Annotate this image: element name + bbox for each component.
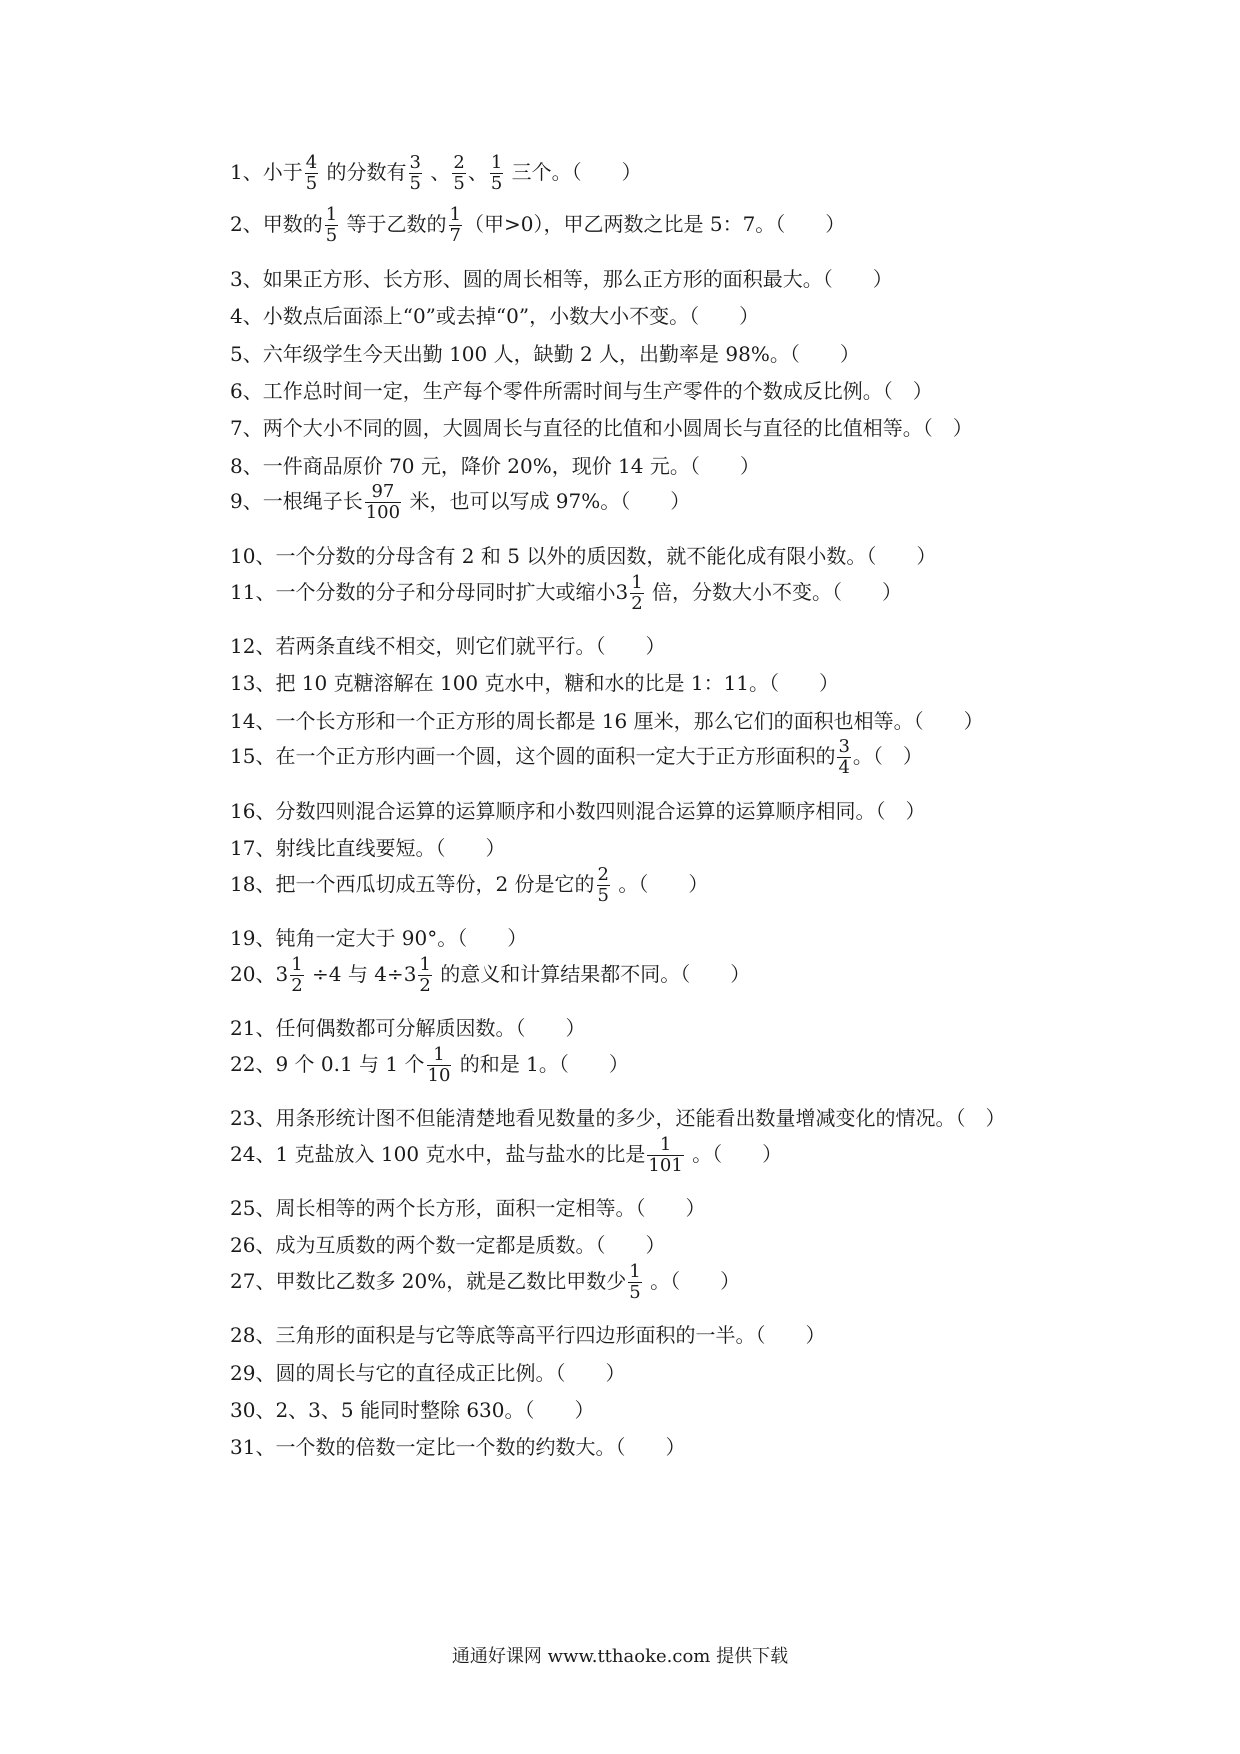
fraction — [427, 1045, 452, 1086]
fraction-denominator: 7 — [449, 225, 461, 246]
question-13 — [230, 672, 839, 694]
fraction-numerator: 1 — [490, 152, 503, 173]
question-8 — [230, 455, 760, 477]
fraction-numerator: 4 — [305, 152, 318, 173]
question-text: 31、一个数的倍数一定比一个数的约数大。（ ） — [230, 1435, 686, 1459]
fraction-denominator: 2 — [291, 975, 303, 996]
question-4 — [230, 305, 759, 327]
question-18 — [230, 865, 708, 906]
question-29 — [230, 1362, 625, 1384]
fraction-numerator: 1 — [631, 572, 643, 593]
question-text: （甲>0），甲乙两数之比是 5：7。（ ） — [464, 212, 846, 236]
question-text: 、 — [467, 160, 488, 184]
question-text: 的和是 1。（ ） — [453, 1052, 629, 1076]
fraction-denominator: 2 — [631, 593, 643, 614]
mixed-number-whole: 3 — [403, 962, 417, 986]
question-text: 三个。（ ） — [505, 160, 642, 184]
fraction — [630, 573, 643, 614]
question-text: 14、一个长方形和一个正方形的周长都是 16 厘米，那么它们的面积也相等。（ ） — [230, 709, 984, 733]
question-14 — [230, 710, 984, 732]
question-text: 27、甲数比乙数多 20%，就是乙数比甲数少 — [230, 1269, 627, 1293]
fraction — [628, 1262, 641, 1303]
mixed-number-whole: 3 — [275, 962, 289, 986]
fraction — [365, 482, 401, 523]
fraction-denominator: 5 — [629, 1282, 641, 1303]
question-1 — [230, 153, 642, 194]
mixed-number-whole: 3 — [615, 580, 629, 604]
fraction — [597, 865, 610, 906]
question-6 — [230, 380, 933, 402]
question-text: 米，也可以写成 97%。（ ） — [403, 489, 691, 513]
fraction — [837, 737, 850, 778]
question-text: 倍，分数大小不变。（ ） — [645, 580, 902, 604]
question-16 — [230, 800, 925, 822]
question-text: 11、一个分数的分子和分母同时扩大或缩小 — [230, 580, 616, 604]
question-24 — [230, 1135, 782, 1176]
fraction-denominator: 4 — [838, 757, 850, 778]
fraction — [490, 153, 503, 194]
question-text: 8、一件商品原价 70 元，降价 20%，现价 14 元。（ ） — [230, 454, 760, 478]
question-text: 。（ ） — [852, 744, 923, 768]
question-text: 10、一个分数的分母含有 2 和 5 以外的质因数，就不能化成有限小数。（ ） — [230, 544, 937, 568]
fraction — [647, 1135, 683, 1176]
question-text: 16、分数四则混合运算的运算顺序和小数四则混合运算的运算顺序相同。（ ） — [230, 799, 926, 823]
fraction — [409, 153, 422, 194]
fraction-numerator: 1 — [325, 204, 338, 225]
question-text: ÷4 与 4÷ — [305, 962, 404, 986]
question-9 — [230, 482, 690, 523]
question-27 — [230, 1262, 740, 1303]
question-text: 2、甲数的 — [230, 212, 323, 236]
question-text: 等于乙数的 — [340, 212, 447, 236]
question-text: 17、射线比直线要短。（ ） — [230, 836, 506, 860]
fraction-numerator: 97 — [371, 481, 395, 502]
question-text: 24、1 克盐放入 100 克水中，盐与盐水的比是 — [230, 1142, 646, 1166]
question-10 — [230, 545, 936, 567]
fraction-numerator: 1 — [291, 954, 303, 975]
question-22 — [230, 1045, 629, 1086]
question-text: 21、任何偶数都可分解质因数。（ ） — [230, 1016, 586, 1040]
question-text: 13、把 10 克糖溶解在 100 克水中，糖和水的比是 1：11。（ ） — [230, 671, 840, 695]
question-12 — [230, 635, 665, 657]
question-25 — [230, 1197, 705, 1219]
fraction-numerator: 2 — [453, 152, 465, 173]
fraction-numerator: 3 — [409, 152, 421, 173]
question-3 — [230, 268, 893, 290]
question-23 — [230, 1107, 1005, 1129]
question-text: 22、9 个 0.1 与 1 个 — [230, 1052, 425, 1076]
question-text: 。（ ） — [643, 1269, 741, 1293]
question-text: 3、如果正方形、长方形、圆的周长相等，那么正方形的面积最大。（ ） — [230, 267, 893, 291]
question-31 — [230, 1436, 685, 1458]
question-26 — [230, 1234, 665, 1256]
fraction-denominator: 5 — [490, 173, 503, 194]
question-text: 7、两个大小不同的圆，大圆周长与直径的比值和小圆周长与直径的比值相等。（ ） — [230, 416, 973, 440]
question-19 — [230, 927, 527, 949]
fraction-numerator: 1 — [449, 204, 461, 225]
question-text: 26、成为互质数的两个数一定都是质数。（ ） — [230, 1233, 666, 1257]
fraction-denominator: 10 — [427, 1065, 451, 1086]
fraction-denominator: 5 — [325, 225, 338, 246]
question-text: 20、 — [230, 962, 276, 986]
question-text: 的分数有 — [320, 160, 407, 184]
question-21 — [230, 1017, 585, 1039]
question-text: 18、把一个西瓜切成五等份，2 份是它的 — [230, 872, 595, 896]
question-5 — [230, 343, 860, 365]
question-text: 。（ ） — [685, 1142, 783, 1166]
question-text: 6、工作总时间一定，生产每个零件所需时间与生产零件的个数成反比例。（ ） — [230, 379, 933, 403]
question-text: 19、钝角一定大于 90°。（ ） — [230, 926, 528, 950]
question-text: 30、2、3、5 能同时整除 630。（ ） — [230, 1398, 595, 1422]
footer-note: 通通好课网 www.tthaoke.com 提供下载 — [451, 1646, 789, 1667]
question-text: 1、小于 — [230, 160, 303, 184]
question-text: 4、小数点后面添上“0”或去掉“0”，小数大小不变。（ ） — [230, 304, 760, 328]
fraction — [449, 205, 462, 246]
fraction — [325, 205, 338, 246]
question-30 — [230, 1399, 595, 1421]
fraction-numerator: 2 — [597, 864, 609, 885]
question-text: 25、周长相等的两个长方形，面积一定相等。（ ） — [230, 1196, 706, 1220]
question-20 — [230, 955, 750, 996]
fraction-numerator: 1 — [433, 1044, 445, 1065]
question-text: 的意义和计算结果都不同。（ ） — [433, 962, 751, 986]
fraction-denominator: 5 — [453, 173, 465, 194]
question-text: 、 — [424, 160, 451, 184]
fraction-numerator: 1 — [659, 1134, 672, 1155]
question-text: 23、用条形统计图不但能清楚地看见数量的多少，还能看出数量增减变化的情况。（ ） — [230, 1106, 1006, 1130]
question-text: 15、在一个正方形内画一个圆，这个圆的面积一定大于正方形面积的 — [230, 744, 836, 768]
fraction-numerator: 1 — [419, 954, 431, 975]
question-11 — [230, 573, 902, 614]
fraction-denominator: 101 — [648, 1155, 683, 1176]
fraction — [418, 955, 431, 996]
question-7 — [230, 417, 973, 439]
question-text: 12、若两条直线不相交，则它们就平行。（ ） — [230, 634, 666, 658]
fraction-denominator: 5 — [409, 173, 421, 194]
question-17 — [230, 837, 505, 859]
question-2 — [230, 205, 845, 246]
question-text: 28、三角形的面积是与它等底等高平行四边形面积的一半。（ ） — [230, 1323, 826, 1347]
fraction-denominator: 5 — [305, 173, 318, 194]
fraction-denominator: 2 — [419, 975, 431, 996]
fraction-numerator: 3 — [838, 736, 850, 757]
question-15 — [230, 737, 923, 778]
question-28 — [230, 1324, 825, 1346]
question-text: 29、圆的周长与它的直径成正比例。（ ） — [230, 1361, 626, 1385]
question-text: 5、六年级学生今天出勤 100 人，缺勤 2 人，出勤率是 98%。（ ） — [230, 342, 860, 366]
fraction-denominator: 5 — [597, 885, 609, 906]
fraction — [305, 153, 318, 194]
fraction-numerator: 1 — [629, 1261, 641, 1282]
question-text: 。（ ） — [611, 872, 709, 896]
fraction — [452, 153, 465, 194]
question-text: 9、一根绳子长 — [230, 489, 363, 513]
fraction — [290, 955, 303, 996]
fraction-denominator: 100 — [365, 502, 401, 523]
